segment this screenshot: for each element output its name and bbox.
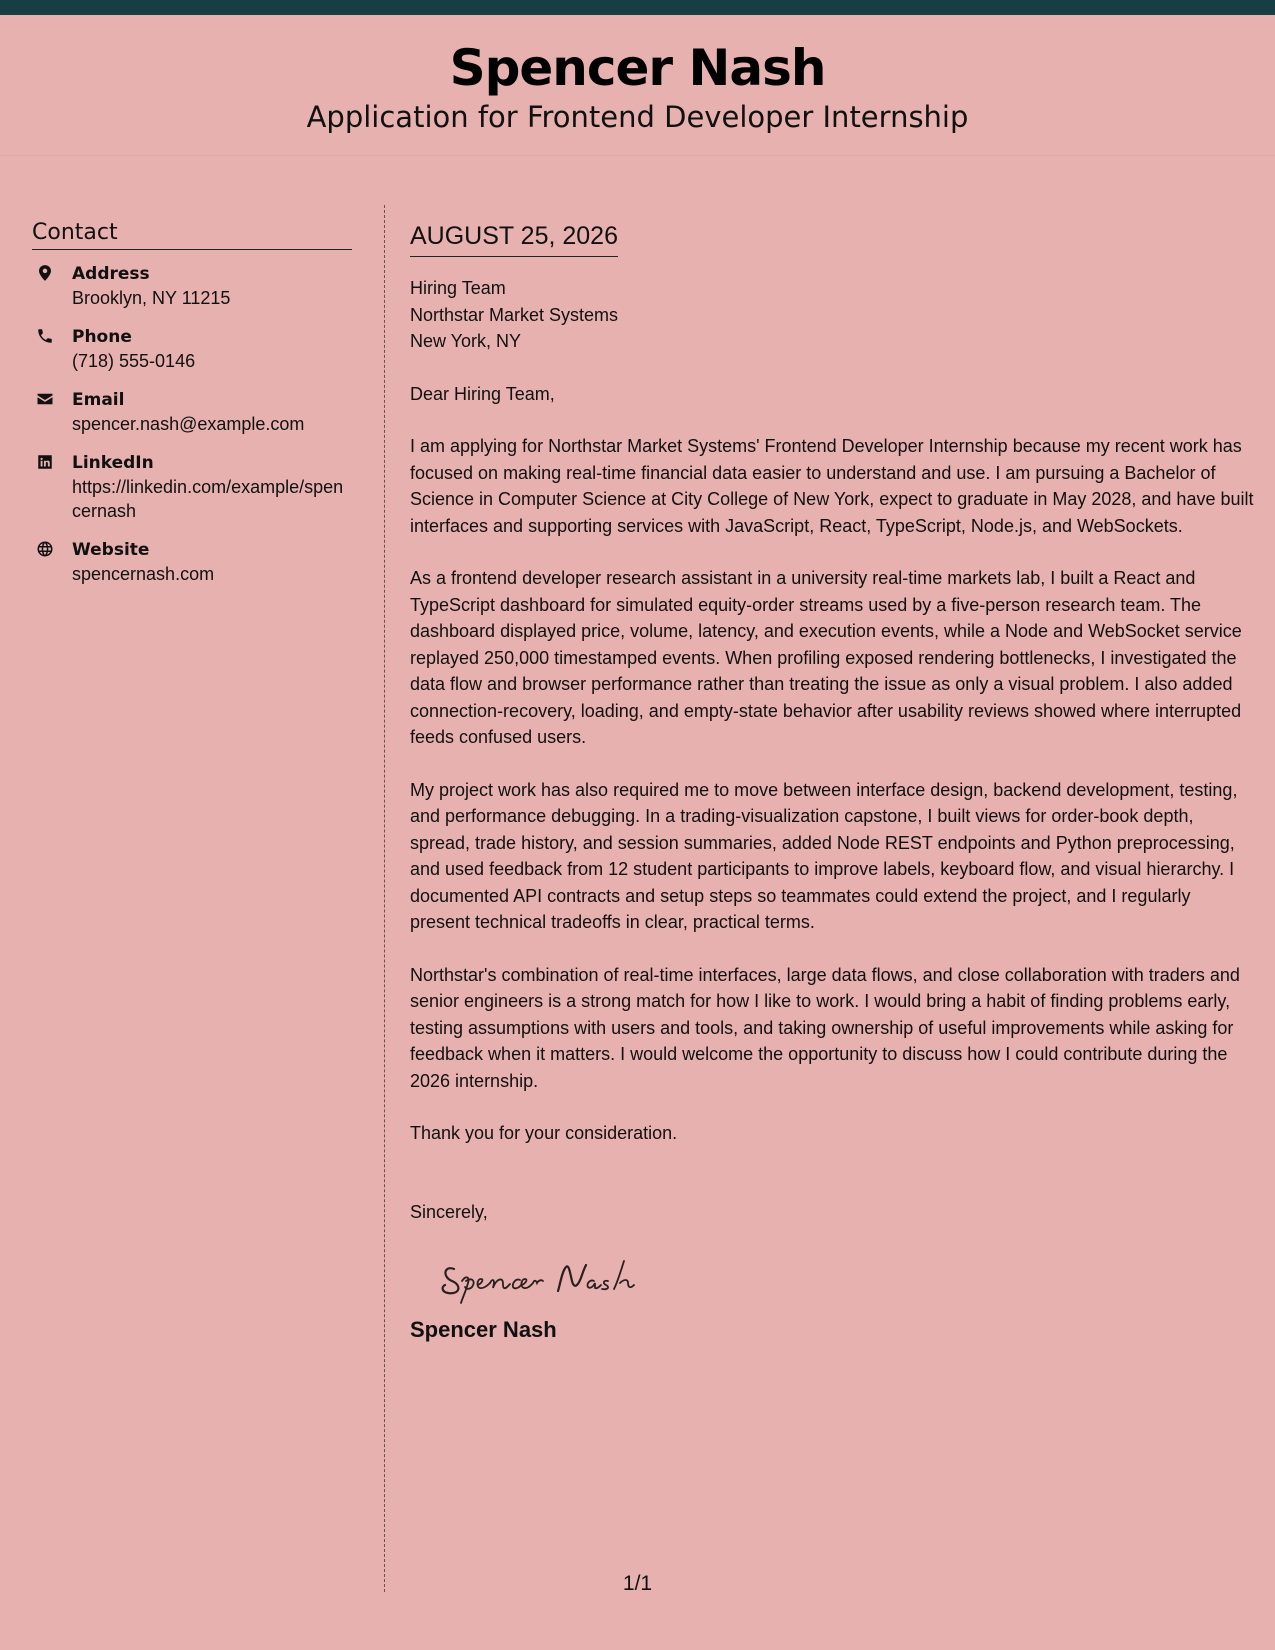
letter-date: AUGUST 25, 2026 <box>410 222 618 257</box>
contact-value[interactable]: spencer.nash@example.com <box>72 414 305 434</box>
applicant-name: Spencer Nash <box>449 39 826 97</box>
recipient-line: Hiring Team <box>410 278 506 298</box>
paragraph: Northstar's combination of real-time interfaces, large data flows, and close collaboration with traders and senior engineers is a strong match for how I like to work. I would bring a habit of finding problems early, testing assumptions with users and tools, and taking ownership of useful improvements while asking for feedback when it matters. I would welcome the opportunity to discuss how I could contribute during the 2026 internship. <box>410 964 1240 1091</box>
contact-address <box>32 262 352 310</box>
contact-value: (718) 555-0146 <box>72 351 196 371</box>
linkedin-icon <box>34 451 56 475</box>
recipient-block <box>410 275 1255 355</box>
recipient-line: Northstar Market Systems <box>410 304 619 325</box>
contact-website <box>32 538 352 586</box>
paragraph: My project work has also required me to move between interface design, backend development, testing, and performance debugging. In a trading-visualization capstone, I built views for order-book depth, spread, trade history, and session summaries, added Node REST endpoints and Python preprocessing, and used feedback from 12 student participants to improve labels, keyboard flow, and visual hierarchy. I documented API contracts and setup steps so teammates could extend the project, and I regularly present technical tradeoffs in clear, practical terms. <box>410 779 1238 932</box>
paragraph: Thank you for your consideration. <box>410 1123 678 1143</box>
page-number: 1/1 <box>622 1572 653 1595</box>
contact-label: Address <box>72 264 150 284</box>
paragraph: As a frontend developer research assistant in a university real-time markets lab, I built a React and TypeScript dashboard for simulated equity-order streams used by a five-person research team. The dashboard displayed price, volume, latency, and execution events, while a Node and WebSocket service replayed 250,000 timestamped events. When profiling exposed rendering bottlenecks, I investigated the data flow and browser performance rather than treating the issue as only a visual problem. I also added connection-recovery, loading, and empty-state behavior after usability reviews showed where interrupted feeds confused users. <box>410 568 1242 747</box>
contact-heading: Contact <box>32 220 352 250</box>
envelope-icon <box>34 388 56 412</box>
column-divider <box>384 205 385 1592</box>
paragraph: I am applying for Northstar Market Systems' Frontend Developer Internship because my recent work has focused on making real-time financial data easier to understand and use. I am pursuing a Bachelor of Science in Computer Science at City College of New York, expect to graduate in May 2028, and have built interfaces and supporting services with JavaScript, React, TypeScript, Node.js, and WebSockets. <box>410 436 1254 536</box>
map-pin-icon <box>34 262 56 286</box>
salutation: Dear Hiring Team, <box>410 383 555 404</box>
letter-body <box>410 222 1255 1343</box>
contact-value: Brooklyn, NY 11215 <box>72 288 231 308</box>
contact-email <box>32 388 352 436</box>
contact-value[interactable]: https://linkedin.com/example/spencernash <box>72 477 344 521</box>
contact-label: Phone <box>72 327 132 347</box>
contact-label: Website <box>72 540 150 560</box>
contact-label: Email <box>72 390 125 410</box>
contact-label: LinkedIn <box>72 453 154 473</box>
handwritten-signature <box>436 1247 1255 1307</box>
signer-name: Spencer Nash <box>410 1317 557 1342</box>
top-accent-bar <box>0 0 1275 15</box>
contact-value[interactable]: spencernash.com <box>72 564 215 584</box>
header <box>0 15 1275 156</box>
recipient-line: New York, NY <box>410 331 522 351</box>
contact-phone <box>32 325 352 373</box>
phone-icon <box>34 325 56 349</box>
contact-linkedin <box>32 451 352 523</box>
application-title: Application for Frontend Developer Internship <box>306 100 969 134</box>
contact-sidebar <box>32 220 352 601</box>
closing: Sincerely, <box>410 1201 488 1222</box>
globe-icon <box>34 538 56 562</box>
